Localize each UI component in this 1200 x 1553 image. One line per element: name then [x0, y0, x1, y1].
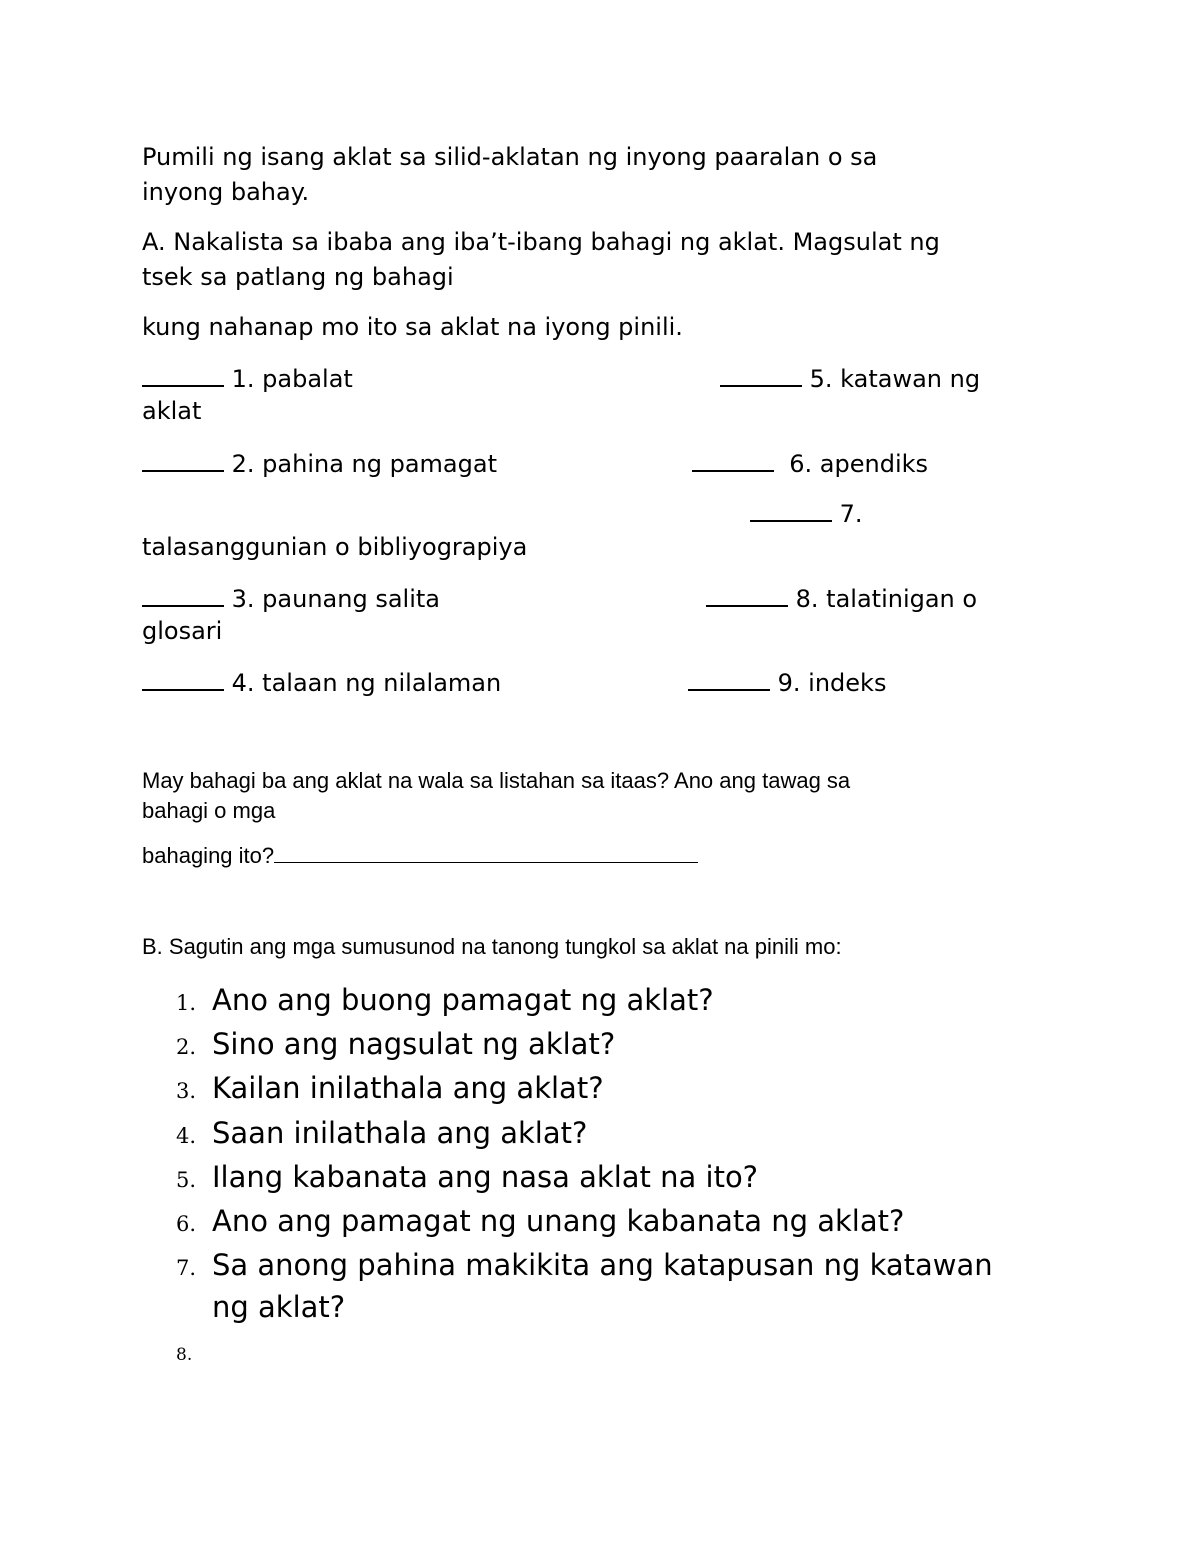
question-2: 2. Sino ang nagsulat ng aklat?	[176, 1027, 616, 1061]
question-4: 4. Saan inilathala ang aklat?	[176, 1116, 588, 1150]
blank-line[interactable]	[142, 667, 224, 691]
blank-line[interactable]	[688, 667, 770, 691]
checklist-item-9: 9. indeks	[688, 667, 886, 697]
checklist-item-5: 5. katawan ng	[720, 363, 980, 393]
checklist-item-5-cont: aklat	[142, 397, 202, 425]
checklist-item-1: 1. pabalat	[142, 363, 353, 393]
checklist-item-4: 4. talaan ng nilalaman	[142, 667, 501, 697]
extra-question-line-3: bahaging ito?	[142, 843, 698, 869]
extra-question-line-1: May bahagi ba ang aklat na wala sa listahan sa itaas? Ano ang tawag sa	[142, 768, 851, 793]
checklist-item-6: 6. apendiks	[692, 448, 928, 478]
question-8: 8.	[176, 1345, 193, 1365]
checklist-item-7: 7.	[750, 498, 863, 528]
checklist-item-8-cont: glosari	[142, 617, 223, 645]
question-3: 3. Kailan inilathala ang aklat?	[176, 1071, 604, 1105]
part-a-line-2: tsek sa patlang ng bahagi	[142, 263, 454, 291]
question-1: 1. Ano ang buong pamagat ng aklat?	[176, 983, 714, 1017]
checklist-item-8: 8. talatinigan o	[706, 583, 977, 613]
question-6: 6. Ano ang pamagat ng unang kabanata ng aklat?	[176, 1204, 905, 1238]
question-7-cont: ng aklat?	[212, 1290, 346, 1324]
blank-line[interactable]	[142, 448, 224, 472]
blank-line[interactable]	[720, 363, 802, 387]
blank-line[interactable]	[706, 583, 788, 607]
intro-line-1: Pumili ng isang aklat sa silid-aklatan ng inyong paaralan o sa	[142, 143, 878, 171]
intro-line-2: inyong bahay.	[142, 178, 310, 206]
question-7: 7. Sa anong pahina makikita ang katapusan ng katawan	[176, 1248, 993, 1282]
question-5: 5. Ilang kabanata ang nasa aklat na ito?	[176, 1160, 759, 1194]
blank-line[interactable]	[142, 583, 224, 607]
checklist-item-3: 3. paunang salita	[142, 583, 440, 613]
checklist-item-2: 2. pahina ng pamagat	[142, 448, 497, 478]
part-a-line-1: A. Nakalista sa ibaba ang iba’t-ibang bahagi ng aklat. Magsulat ng	[142, 228, 940, 256]
blank-line[interactable]	[692, 448, 774, 472]
blank-line[interactable]	[142, 363, 224, 387]
part-b-heading: B. Sagutin ang mga sumusunod na tanong tungkol sa aklat na pinili mo:	[142, 934, 842, 959]
extra-question-line-2: bahagi o mga	[142, 798, 276, 823]
checklist-item-7-cont: talasanggunian o bibliyograpiya	[142, 533, 528, 561]
part-a-line-3: kung nahanap mo ito sa aklat na iyong pinili.	[142, 313, 683, 341]
blank-line[interactable]	[750, 498, 832, 522]
answer-line[interactable]	[274, 844, 698, 863]
